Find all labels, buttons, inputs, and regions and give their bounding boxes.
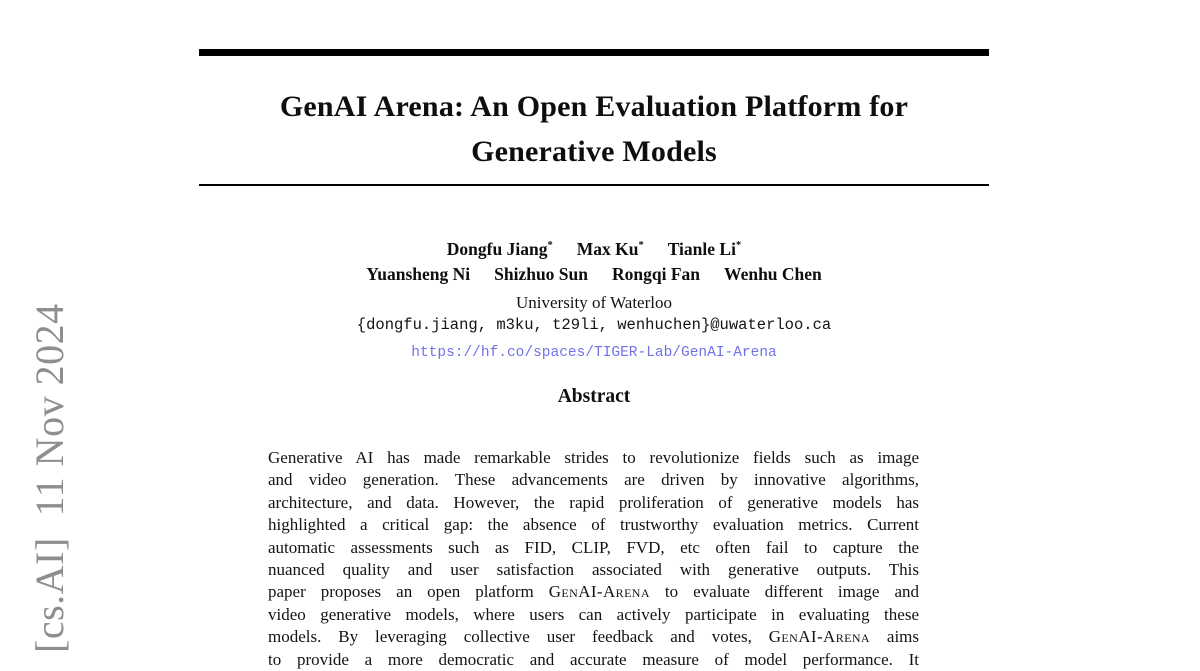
abstract-line: models. By leveraging collective user feedback and votes, GenAI-Arena aims — [268, 627, 919, 647]
abstract-line: to provide a more democratic and accurate measure of model performance. It — [268, 649, 919, 669]
authors-row-1 — [199, 237, 989, 261]
abstract-line: nuanced quality and user satisfaction associated with generative outputs. This — [268, 559, 919, 579]
abstract-line: paper proposes an open platform GenAI-Arena to evaluate different image and — [268, 582, 919, 602]
project-link-row — [199, 345, 989, 361]
affiliation-text: University of Waterloo — [515, 293, 672, 312]
paper-page — [199, 0, 989, 669]
author-name: Rongqi Fan — [612, 264, 701, 284]
abstract-line: and video generation. These advancements are driven by innovative algorithms, — [268, 470, 919, 490]
author-name: Shizhuo Sun — [494, 264, 589, 284]
project-link[interactable]: https://hf.co/spaces/TIGER-Lab/GenAI-Arena — [411, 345, 777, 361]
authors-row-2 — [199, 262, 989, 286]
abstract-line: architecture, and data. However, the rapid proliferation of generative models has — [268, 492, 919, 512]
page-title-line1: GenAI Arena: An Open Evaluation Platform for — [279, 90, 909, 123]
author-name: Yuansheng Ni — [366, 264, 471, 284]
abstract-heading: Abstract — [557, 386, 631, 407]
author-name: Tianle Li* — [667, 239, 742, 259]
abstract-line: Generative AI has made remarkable strides to revolutionize fields such as image — [268, 448, 919, 467]
abstract-line: video generative models, where users can actively participate in evaluating these — [268, 604, 919, 624]
top-rule — [199, 49, 989, 56]
arxiv-watermark: [cs.AI] 11 Nov 2024 — [27, 303, 72, 653]
author-name: Wenhu Chen — [724, 264, 822, 284]
author-asterisk: * — [547, 240, 553, 252]
author-asterisk: * — [638, 240, 644, 252]
author-emails: {dongfu.jiang, m3ku, t29li, wenhuchen}@uwaterloo.ca — [356, 316, 832, 334]
author-name: Max Ku* — [576, 239, 644, 259]
abstract-paragraph — [268, 447, 919, 671]
page-title — [199, 84, 989, 174]
title-rule — [199, 184, 989, 186]
abstract-line: automatic assessments such as FID, CLIP, FVD, etc often fail to capture the — [268, 537, 919, 557]
author-name: Dongfu Jiang* — [446, 239, 553, 259]
abstract-line: highlighted a critical gap: the absence of trustworthy evaluation metrics. Current — [268, 515, 919, 535]
page-title-line2: Generative Models — [471, 135, 717, 168]
author-asterisk: * — [735, 240, 742, 252]
